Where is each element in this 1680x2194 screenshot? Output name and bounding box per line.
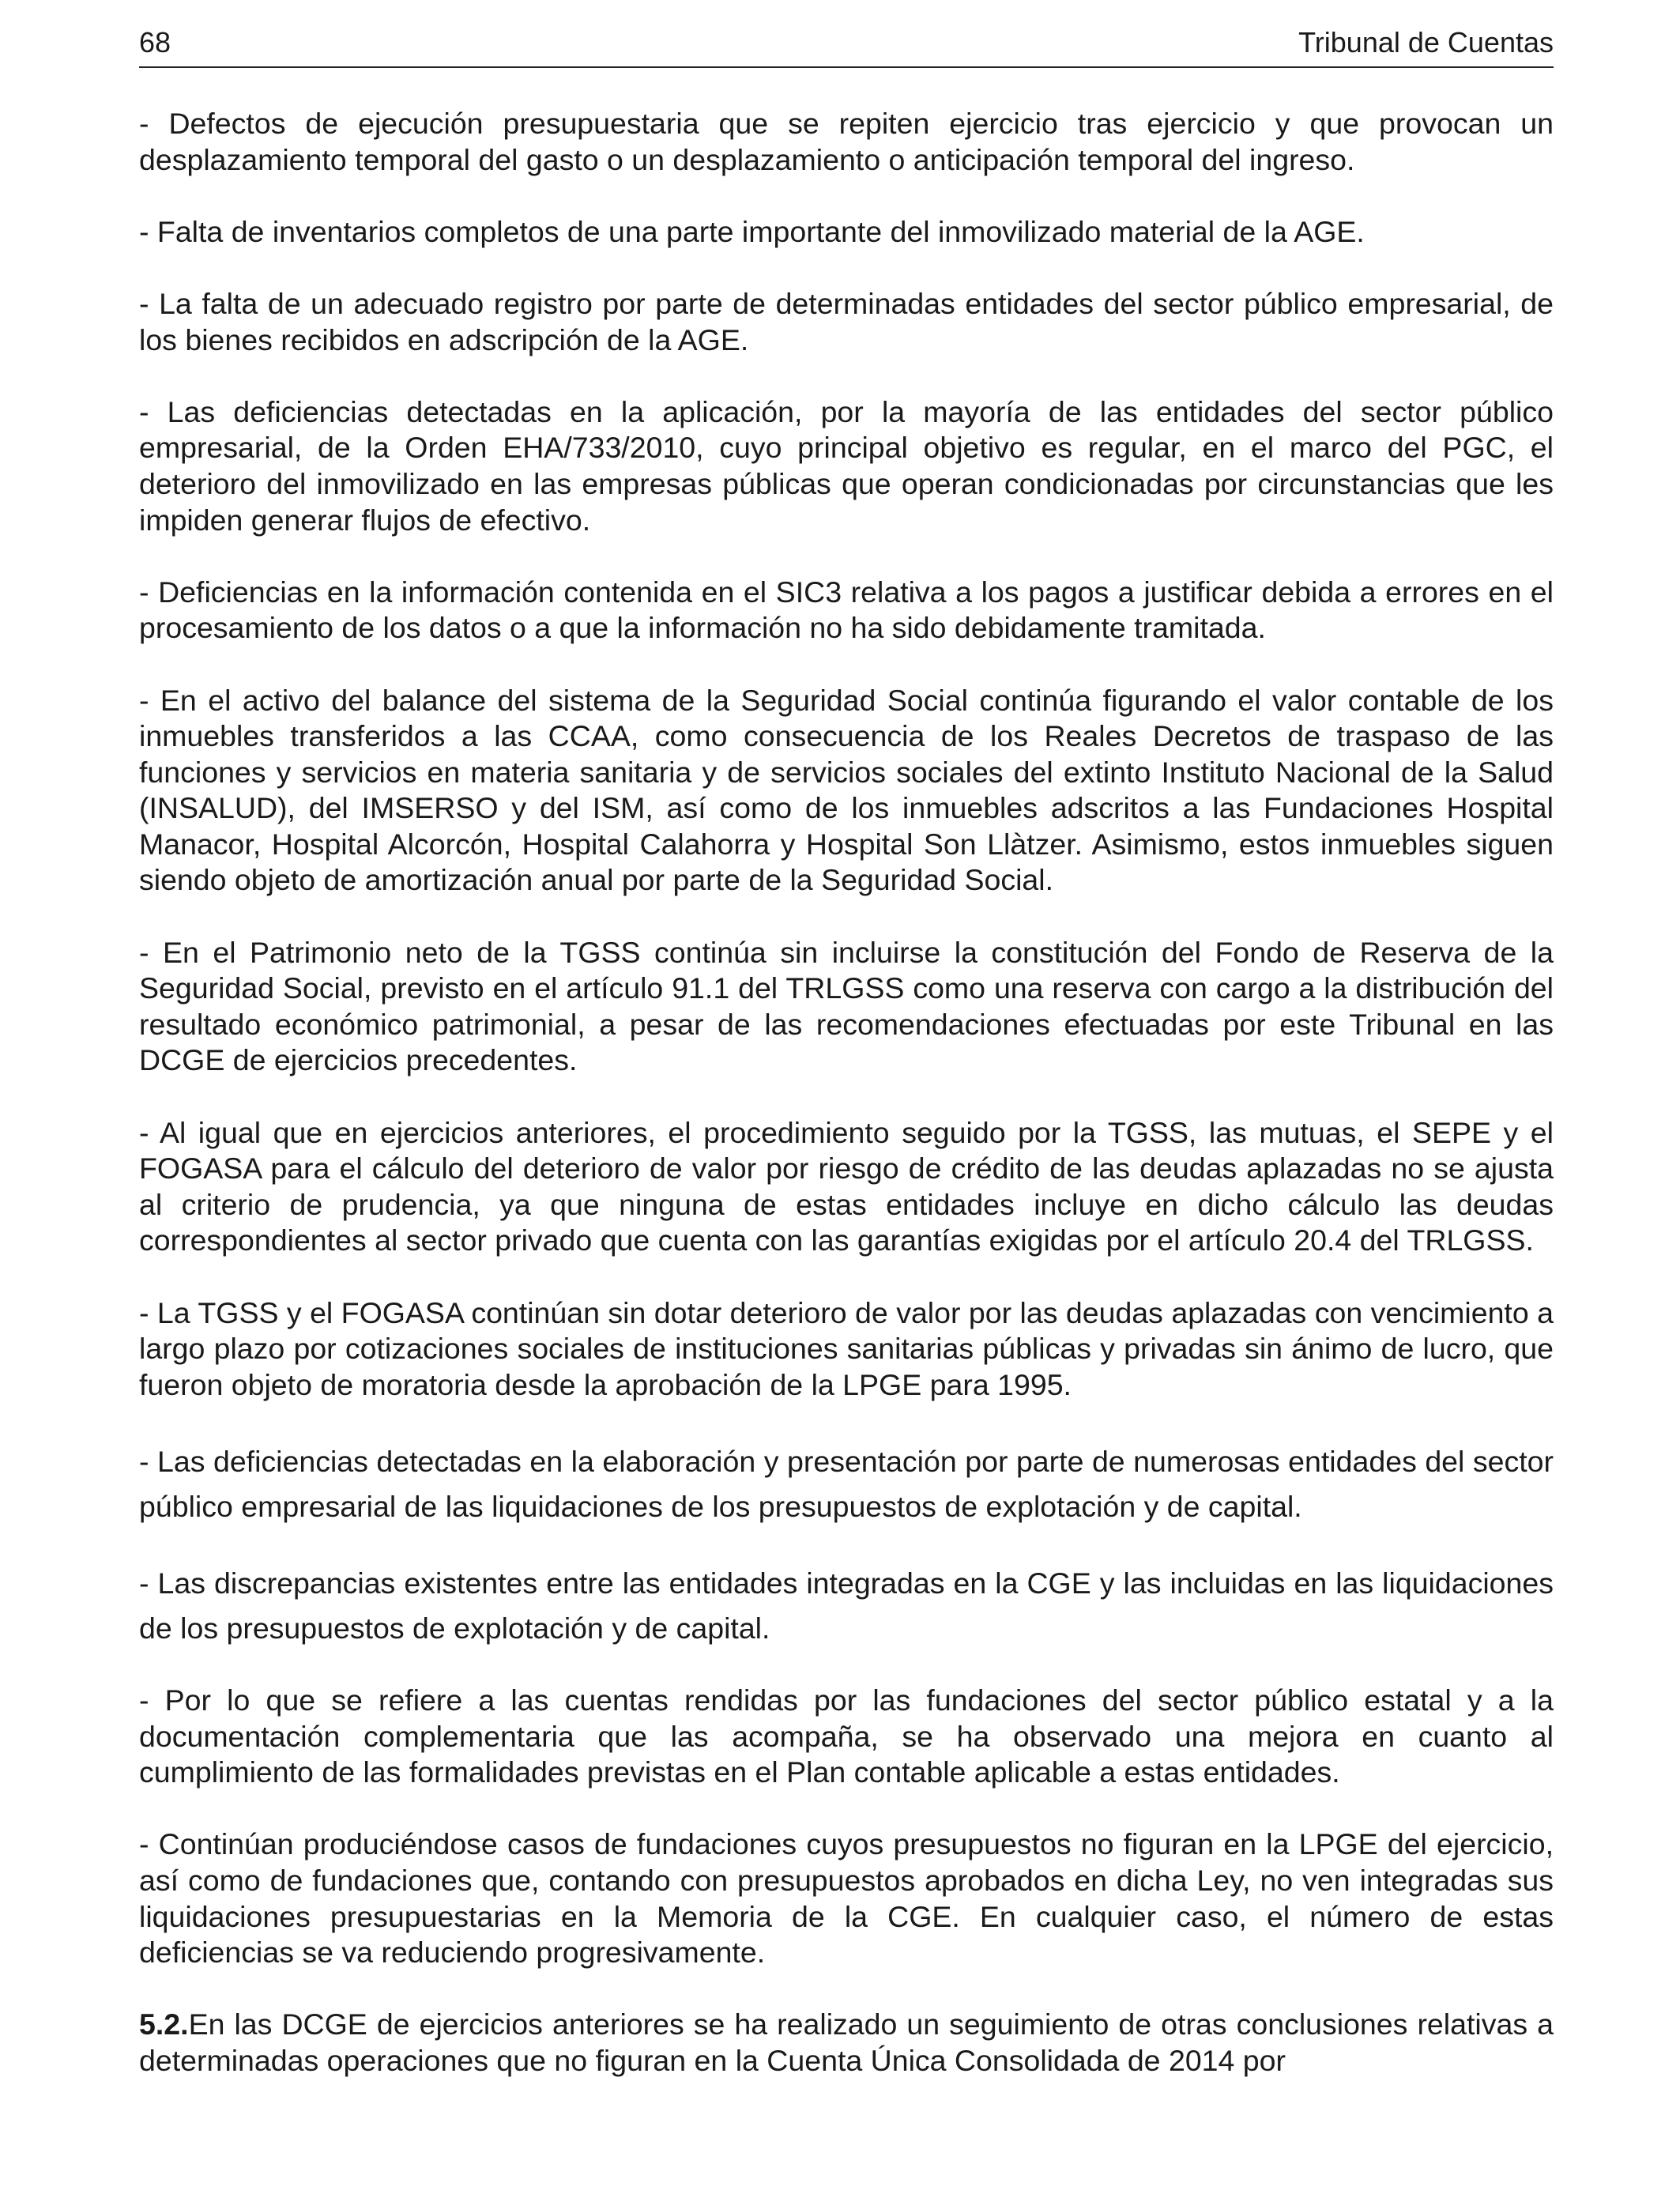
paragraph: - La falta de un adecuado registro por parte de determinadas entidades del sector público empresarial, de los bienes recibidos en adscripción de la AGE.: [139, 286, 1554, 356]
paragraph: - Al igual que en ejercicios anteriores, el procedimiento seguido por la TGSS, las mutuas, el SEPE y el FOGASA para el cálculo del deterioro de valor por riesgo de crédito de las deudas aplazadas no se ajusta al criterio de prudencia, ya que ninguna de estas entidades incluye en dicho cálculo las deudas correspondientes al sector privado que cuenta con las garantías exigidas por el artículo 20.4 del TRLGSS.: [139, 1115, 1554, 1257]
paragraph: - En el activo del balance del sistema de la Seguridad Social continúa figurando el valor contable de los inmuebles transferidos a las CCAA, como consecuencia de los Reales Decretos de traspaso de las funciones y servicios en materia sanitaria y de servicios sociales del extinto Instituto Nacional de la Salud (INSALUD), del IMSERSO y del ISM, así como de los inmuebles adscritos a las Fundaciones Hospital Manacor, Hospital Alcorcón, Hospital Calahorra y Hospital Son Llàtzer. Asimismo, estos inmuebles siguen siendo objeto de amortización anual por parte de la Seguridad Social.: [139, 683, 1554, 897]
section-paragraph: [139, 2007, 1554, 2079]
page-number: 68: [139, 26, 171, 58]
paragraph: - Continúan produciéndose casos de fundaciones cuyos presupuestos no figuran en la LPGE del ejercicio, así como de fundaciones que, contando con presupuestos aprobados en dicha Ley, no ven integradas sus liquidaciones presupuestarias en la Memoria de la CGE. En cualquier caso, el número de estas deficiencias se va reduciendo progresivamente.: [139, 1827, 1554, 1970]
page-header: [139, 24, 1554, 68]
section-number: 5.2.: [139, 2007, 189, 2041]
document-page: [139, 24, 1554, 2115]
section-text: En las DCGE de ejercicios anteriores se ha realizado un seguimiento de otras conclusiones relativas a determinadas operaciones que no figuran en la Cuenta Única Consolidada de 2014 por: [139, 2007, 1554, 2077]
paragraph: - Las deficiencias detectadas en la elaboración y presentación por parte de numerosas entidades del sector público empresarial de las liquidaciones de los presupuestos de explotación y de capital.: [139, 1444, 1554, 1523]
running-title: Tribunal de Cuentas: [1298, 26, 1554, 58]
paragraph: - Las deficiencias detectadas en la aplicación, por la mayoría de las entidades del sector público empresarial, de la Orden EHA/733/2010, cuyo principal objetivo es regular, en el marco del PGC, el deterioro del inmovilizado en las empresas públicas que operan condicionadas por circunstancias que les impiden generar flujos de efectivo.: [139, 394, 1554, 537]
paragraph: - Las discrepancias existentes entre las entidades integradas en la CGE y las incluidas en las liquidaciones de los presupuestos de explotación y de capital.: [139, 1566, 1554, 1645]
paragraph: - Deficiencias en la información contenida en el SIC3 relativa a los pagos a justificar debida a errores en el procesamiento de los datos o a que la información no ha sido debidamente tramitada.: [139, 575, 1554, 645]
paragraph: - Falta de inventarios completos de una parte importante del inmovilizado material de la AGE.: [139, 214, 1365, 248]
paragraph: - En el Patrimonio neto de la TGSS continúa sin incluirse la constitución del Fondo de Reserva de la Seguridad Social, previsto en el artículo 91.1 del TRLGSS como una reserva con cargo a la distribución del resultado económico patrimonial, a pesar de las recomendaciones efectuadas por este Tribunal en las DCGE de ejercicios precedentes.: [139, 935, 1554, 1077]
document-body: [139, 106, 1554, 2079]
paragraph: - Por lo que se refiere a las cuentas rendidas por las fundaciones del sector público estatal y a la documentación complementaria que las acompaña, se ha observado una mejora en cuanto al cumplimiento de las formalidades previstas en el Plan contable aplicable a estas entidades.: [139, 1683, 1554, 1789]
paragraph: - Defectos de ejecución presupuestaria que se repiten ejercicio tras ejercicio y que provocan un desplazamiento temporal del gasto o un desplazamiento o anticipación temporal del ingreso.: [139, 107, 1554, 176]
paragraph: - La TGSS y el FOGASA continúan sin dotar deterioro de valor por las deudas aplazadas con vencimiento a largo plazo por cotizaciones sociales de instituciones sanitarias públicas y privadas sin ánimo de lucro, que fueron objeto de moratoria desde la aprobación de la LPGE para 1995.: [139, 1295, 1554, 1401]
